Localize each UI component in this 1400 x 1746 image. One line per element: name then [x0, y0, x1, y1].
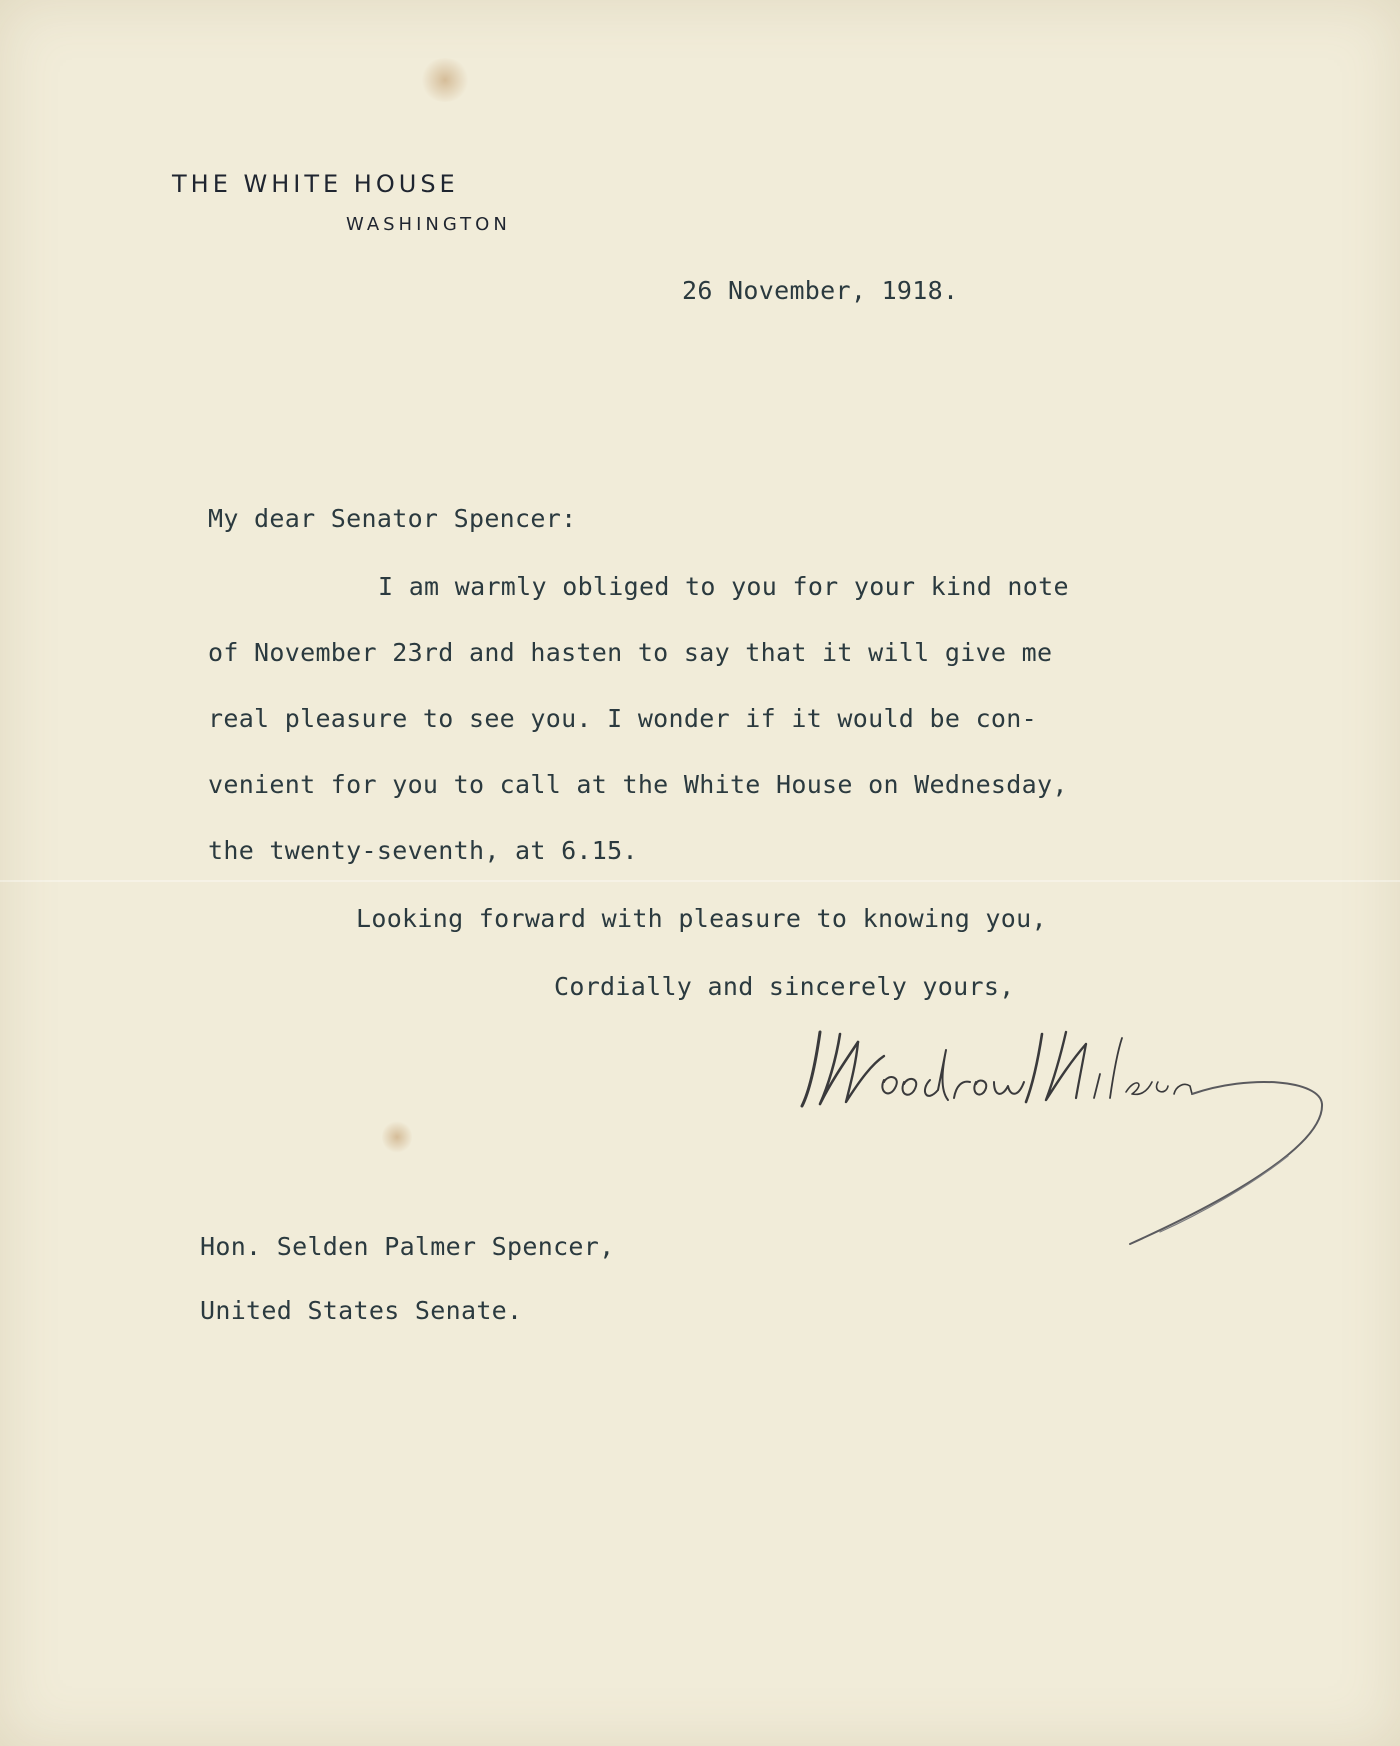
body-line: the twenty-seventh, at 6.15.	[208, 836, 638, 865]
salutation: My dear Senator Spencer:	[208, 504, 577, 533]
paper-stain	[382, 1120, 412, 1154]
body-line: real pleasure to see you. I wonder if it would be con-	[208, 704, 1037, 733]
letterhead-title: THE WHITE HOUSE	[172, 170, 459, 198]
recipient-office: United States Senate.	[200, 1296, 523, 1325]
body-line: venient for you to call at the White House on Wednesday,	[208, 770, 1068, 799]
body-line: of November 23rd and hasten to say that it will give me	[208, 638, 1053, 667]
recipient-name: Hon. Selden Palmer Spencer,	[200, 1232, 615, 1261]
letterhead-city: WASHINGTON	[346, 214, 511, 235]
signature	[780, 1020, 1340, 1280]
valediction: Cordially and sincerely yours,	[554, 972, 1015, 1001]
letter-date: 26 November, 1918.	[682, 276, 959, 305]
paper-fold	[0, 880, 1400, 882]
body-line: I am warmly obliged to you for your kind note	[378, 572, 1069, 601]
closing-line: Looking forward with pleasure to knowing you,	[356, 904, 1047, 933]
paper-stain	[420, 58, 470, 102]
